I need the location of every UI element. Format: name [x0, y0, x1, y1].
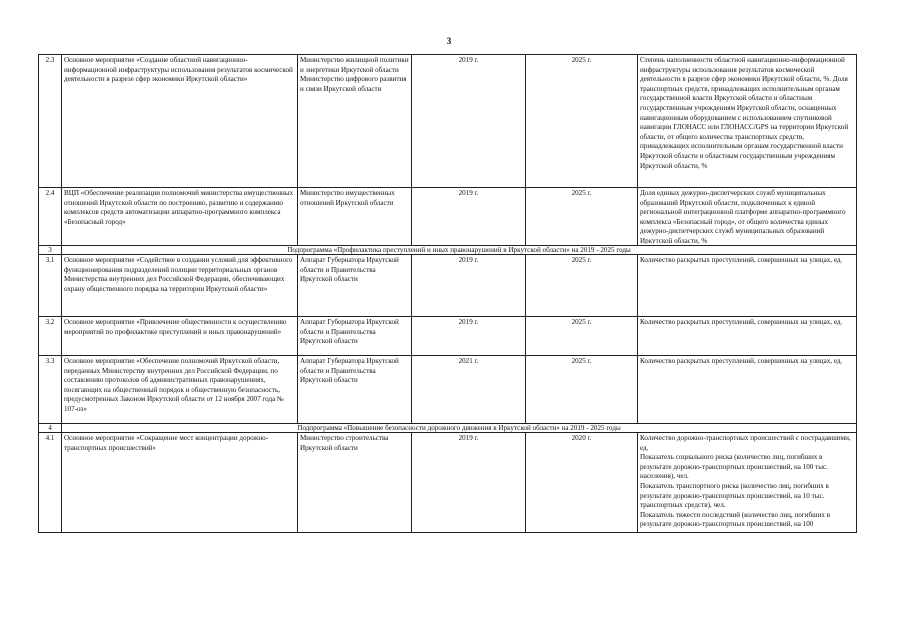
indicator-line: Показатель социального риска (количество лиц, погибших в результате дорожно-транспортных происшествий, на 100 тыс. населения), чел. — [640, 453, 828, 481]
year-end: 2020 г. — [526, 433, 638, 533]
table-row — [39, 317, 857, 356]
indicator: Количество раскрытых преступлений, совершенных на улицах, ед. — [638, 255, 857, 317]
executor: Министерство строительства Иркутской области — [298, 433, 412, 533]
indicator: Количество раскрытых преступлений, совершенных на улицах, ед. — [638, 356, 857, 424]
year-start: 2019 г. — [412, 255, 526, 317]
row-number: 2.3 — [39, 55, 62, 188]
row-number: 3.3 — [39, 356, 62, 424]
year-start: 2019 г. — [412, 55, 526, 188]
indicator-line: Показатель транспортного риска (количество лиц, погибших в результате дорожно-транспортных происшествий, на 10 тыс. транспортных средств), чел. — [640, 481, 829, 510]
indicator — [638, 433, 857, 533]
subprogram-row — [39, 246, 857, 255]
subprogram-number: 4 — [39, 424, 62, 433]
year-end: 2025 г. — [526, 188, 638, 246]
table-row — [39, 356, 857, 424]
executor: Министерство жилищной политики и энергетики Иркутской области Министерство цифрового развития и связи Иркутской области — [298, 55, 412, 188]
measure-name: Основное мероприятие «Обеспечение полномочий Иркутской области, переданных Министерству внутренних дел Российской Федерации, по составлению протоколов об административных правонарушениях, посягающих на общественный порядок и общественную безопасность, предусмотренных Законом Иркутской области от 12 ноября 2007 года № 107-оз» — [62, 356, 298, 424]
row-number: 2.4 — [39, 188, 62, 246]
indicator — [638, 188, 857, 246]
indicator-line: Количество дорожно-транспортных происшествий с пострадавшими, ед. — [640, 434, 851, 452]
program-table — [38, 54, 857, 533]
measure-name: Основное мероприятие «Привлечение общественности к осуществлению мероприятий по профилактике преступлений и иных правонарушений» — [62, 317, 298, 356]
indicator-text: Доля единых дежурно-диспетчерских служб муниципальных образований Иркутской области, подключенных к единой региональной интеграционной платформе аппаратно-программного комплекса «Безопасный город», от общего количества единых дежурно-диспетчерских служб муниципальных образований Иркутской области, % — [640, 189, 846, 244]
year-start: 2021 г. — [412, 356, 526, 424]
measure-name: ВЦП «Обеспечение реализации полномочий министерства имущественных отношений Иркутской области по построению, развитию и содержанию комплексов средств автоматизации аппаратно-программного комплекса «Безопасный город» — [62, 188, 298, 246]
year-end: 2025 г. — [526, 255, 638, 317]
subprogram-number: 3 — [39, 246, 62, 255]
measure-name: Основное мероприятие «Сокращение мест концентрации дорожно-транспортных происшествий» — [62, 433, 298, 533]
year-end: 2025 г. — [526, 317, 638, 356]
indicator: Степень наполненности областной навигационно-информационной инфраструктуры использования результатов космической деятельности в разрезе сфер экономики Иркутской области, %. Доля транспортных средств, принадлежащих исполнительным органам государственной власти Иркутской области и областным государственным учреждениям Иркутской области, оснащенных навигационным оборудованием с использованием спутниковой навигации ГЛОНАСС или ГЛОНАСС/GPS на территории Иркутской области, от общего количества транспортных средств, принадлежащих исполнительным органам государственной власти Иркутской области и областным государственным учреждениям Иркутской области, % — [638, 55, 857, 188]
subprogram-title: Подпрограмма «Профилактика преступлений и иных правонарушений в Иркутской области» на 2019 - 2025 годы — [62, 246, 857, 255]
executor: Аппарат Губернатора Иркутской области и Правительства Иркутской области — [298, 356, 412, 424]
executor: Министерство имущественных отношений Иркутской области — [298, 188, 412, 246]
indicator-line: Показатель тяжести последствий (количество лиц, погибших в результате дорожно-транспортных происшествий, на 100 — [640, 510, 831, 529]
table-row — [39, 188, 857, 246]
year-start: 2019 г. — [412, 188, 526, 246]
year-end: 2025 г. — [526, 55, 638, 188]
row-number: 4.1 — [39, 433, 62, 533]
subprogram-title: Подпрограмма «Повышение безопасности дорожного движения в Иркутской области» на 2019 - 2025 годы — [62, 424, 857, 433]
executor: Аппарат Губернатора Иркутской области и Правительства Иркутской области — [298, 317, 412, 356]
row-number: 3.1 — [39, 255, 62, 317]
table-row — [39, 433, 857, 533]
indicator: Количество раскрытых преступлений, совершенных на улицах, ед. — [638, 317, 857, 356]
subprogram-row — [39, 424, 857, 433]
year-end: 2025 г. — [526, 356, 638, 424]
row-number: 3.2 — [39, 317, 62, 356]
measure-name: Основное мероприятие «Содействие в создании условий для эффективного функционирования подразделений полиции территориальных органов Министерства внутренних дел Российской Федерации, обеспечивающих охрану общественного порядка на территории Иркутской области» — [62, 255, 298, 317]
table-row — [39, 255, 857, 317]
year-start: 2019 г. — [412, 433, 526, 533]
measure-name: Основное мероприятие «Создание областной навигационно-информационной инфраструктуры использования результатов космической деятельности в разрезе сфер экономики Иркутской области» — [62, 55, 298, 188]
page-number: 3 — [446, 36, 452, 46]
table-row — [39, 55, 857, 188]
year-start: 2019 г. — [412, 317, 526, 356]
executor: Аппарат Губернатора Иркутской области и Правительства Иркутской области — [298, 255, 412, 317]
